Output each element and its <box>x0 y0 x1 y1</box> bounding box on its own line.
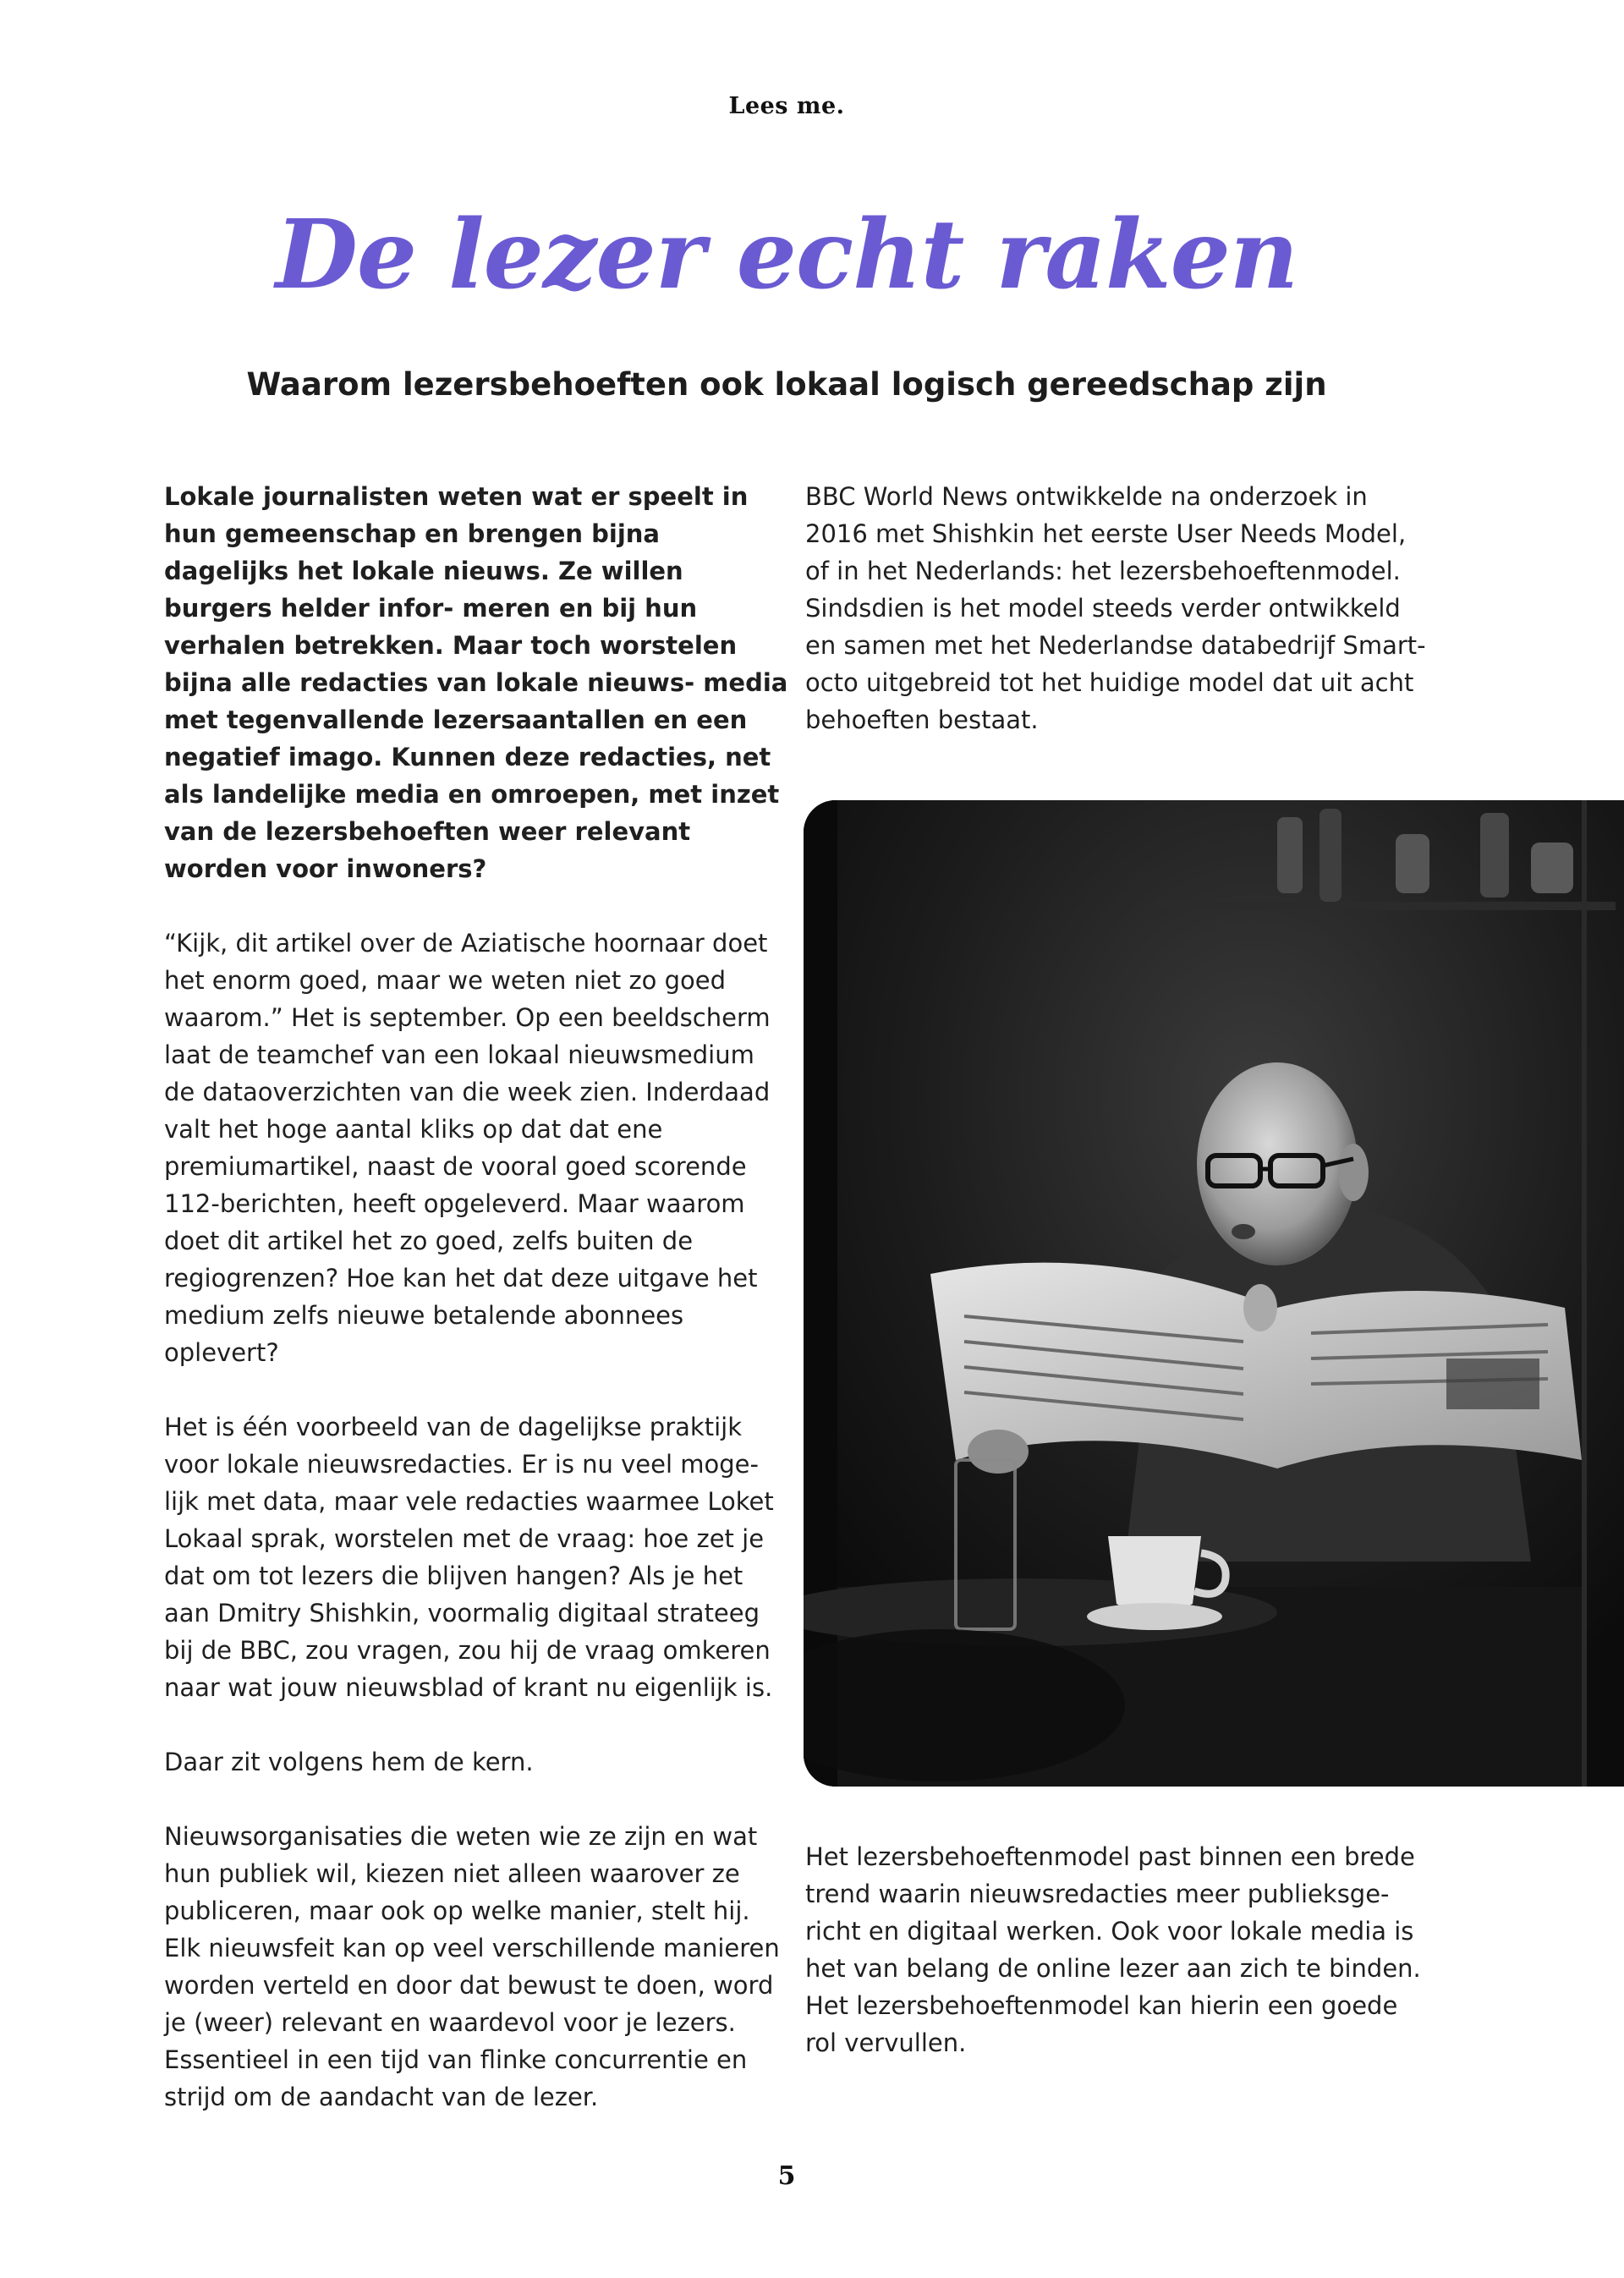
page-number: 5 <box>777 2161 796 2191</box>
article-photo <box>804 800 1624 1787</box>
article-title: De lezer echt raken <box>275 200 1298 310</box>
article-subtitle: Waarom lezersbehoeften ook lokaal logisch gereedschap zijn <box>246 366 1327 403</box>
body-paragraph: Het is één voorbeeld van de dagelijkse praktijk voor lokale nieuwsredacties. Er is nu veel moge- lijk met data, maar vele redacties waarmee Loket Lokaal sprak, worstelen met de vraag: hoe zet je dat om tot lezers die blijven hangen? Als je het aan Dmitry Shishkin, voormalig digitaal strateeg bij de BBC, zou vragen, zou hij de vraag omkeren naar wat jouw nieuwsblad of krant nu eigenlijk is. <box>164 1413 774 1702</box>
body-paragraph: BBC World News ontwikkelde na onderzoek in 2016 met Shishkin het eerste User Needs Model, of in het Nederlands: het lezersbehoeftenmodel. Sindsdien is het model steeds verder ontwikkeld en samen met het Nederlandse databedrijf Smart- octo uitgebreid tot het huidige model dat uit acht behoeften bestaat. <box>805 482 1426 734</box>
right-column-bottom <box>805 1838 1431 2099</box>
intro-paragraph: Lokale journalisten weten wat er speelt in hun gemeenschap en brengen bijna dagelijks het lokale nieuws. Ze willen burgers helder infor- meren en bij hun verhalen betrekken. Maar toch worstelen bijna alle redacties van lokale nieuws- media met tegenvallende lezersaantallen en een negatief imago. Kunnen deze redacties, net als landelijke media en omroepen, met inzet van de lezersbehoeften weer relevant worden voor inwoners? <box>164 482 788 883</box>
right-column-top <box>805 478 1431 776</box>
body-paragraph: Nieuwsorganisaties die weten wie ze zijn en wat hun publiek wil, kiezen niet alleen waarover ze publiceren, maar ook op welke manier, stelt hij. Elk nieuwsfeit kan op veel verschillende manieren worden verteld en door dat bewust te doen, word je (weer) relevant en waardevol voor je lezers. Essentieel in een tijd van flinke concurrentie en strijd om de aandacht van de lezer. <box>164 1822 780 2111</box>
publication-mark: Lees me. <box>728 93 845 119</box>
left-column <box>164 478 790 2153</box>
body-paragraph: “Kijk, dit artikel over de Aziatische hoornaar doet het enorm goed, maar we weten niet zo goed waarom.” Het is september. Op een beeldscherm laat de teamchef van een lokaal nieuwsmedium de dataoverzichten van die week zien. Inderdaad valt het hoge aantal kliks op dat dat ene premiumartikel, naast de vooral goed scorende 112-berichten, heeft opgeleverd. Maar waarom doet dit artikel het zo goed, zelfs buiten de regiogrenzen? Hoe kan het dat deze uitgave het medium zelfs nieuwe betalende abonnees oplevert? <box>164 929 771 1367</box>
body-paragraph: Daar zit volgens hem de kern. <box>164 1748 534 1776</box>
body-paragraph: Het lezersbehoeftenmodel past binnen een brede trend waarin nieuwsredacties meer publieksge- richt en digitaal werken. Ook voor lokale media is het van belang de online lezer aan zich te binden. Het lezersbehoeftenmodel kan hierin een goede rol vervullen. <box>805 1842 1421 2057</box>
man-reading-newspaper-photo <box>804 800 1624 1787</box>
